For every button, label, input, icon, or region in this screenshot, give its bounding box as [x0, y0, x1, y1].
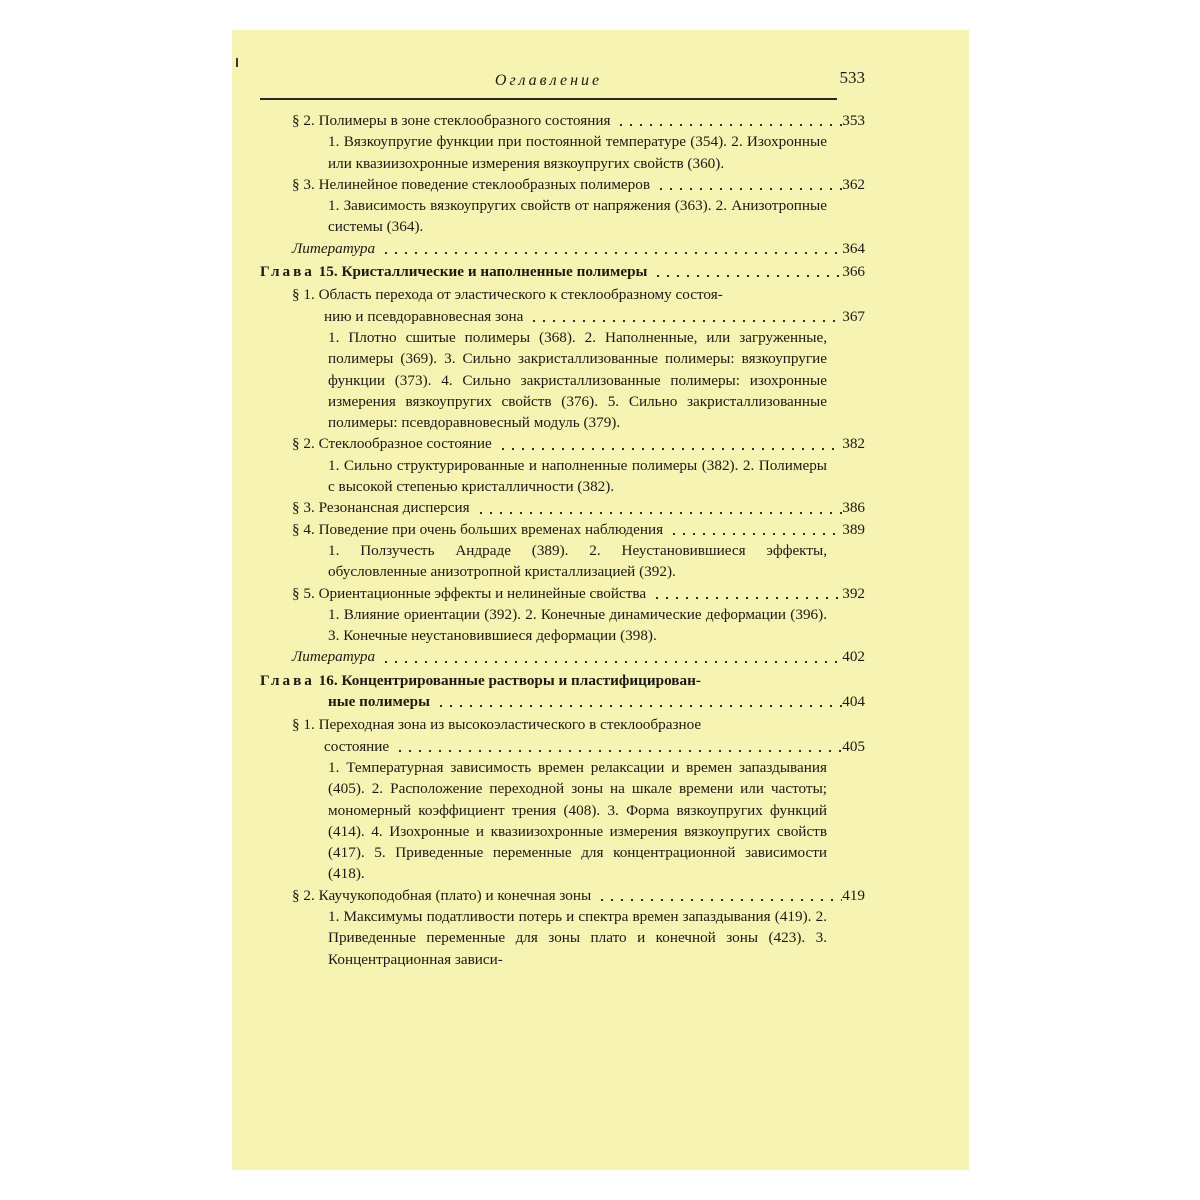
- page-number: 533: [839, 68, 865, 87]
- toc-entry: § 1. Область перехода от эластического к стеклообразному состоя- нию и псевдоравновесная зона 367: [260, 284, 865, 327]
- toc-page: 353: [842, 112, 865, 129]
- toc-page: 402: [842, 648, 865, 666]
- toc-entry: § 5. Ориентационные эффекты и нелинейные свойства 392: [260, 583, 865, 604]
- toc-subentries: 1. Сильно структурированные и наполненные полимеры (382). 2. Полимеры с высокой степенью кристалличности (382).: [328, 456, 827, 496]
- toc-subentries: 1. Зависимость вязкоупругих свойств от напряжения (363). 2. Анизотропные системы (364).: [328, 197, 827, 236]
- toc-page: 386: [842, 499, 865, 517]
- toc-literature: Литература 402: [260, 646, 865, 667]
- toc-page: 419: [842, 886, 865, 904]
- table-of-contents: [260, 110, 865, 970]
- toc-subentries: 1. Температурная зависимость времен релаксации и времен запаздывания (405). 2. Расположение переходной зоны на шкале времени или частоты; мономерный коэффициент трения (408). 3. Форма вязкоупругих функций (414). 4. Изохронные и квазиизохронные измерения вязкоупругих свойств (417). 5. Приведенные переменные для концентрационной зависимости (418).: [328, 758, 827, 883]
- margin-mark: [236, 58, 238, 67]
- book-page: [232, 30, 969, 1170]
- toc-entry: § 2. Каучукоподобная (плато) и конечная зоны 419: [260, 885, 865, 906]
- toc-chapter: Глава 16. Концентрированные растворы и пластифицирован- ные полимеры 404: [260, 670, 865, 713]
- running-title: Оглавление: [494, 72, 603, 89]
- toc-subentries: 1. Максимумы податливости потерь и спектра времен запаздывания (419). 2. Приведенные переменные для зоны плато и конечной зоны (423). 3. Концентрационная зависи-: [328, 907, 827, 968]
- toc-entry: § 3. Резонансная дисперсия 386: [260, 497, 865, 518]
- toc-subentries: 1. Влияние ориентации (392). 2. Конечные динамические деформации (396). 3. Конечные неустановившиеся деформации (398).: [328, 605, 827, 645]
- toc-page: 364: [842, 239, 865, 257]
- toc-page: 382: [842, 435, 865, 453]
- toc-page: 367: [842, 307, 865, 325]
- toc-literature: Литература 364: [260, 238, 865, 259]
- toc-subentries: 1. Плотно сшитые полимеры (368). 2. Наполненные, или загруженные, полимеры (369). 3. Сильно закристаллизованные полимеры: вязкоупругие функции (373). 4. Сильно закристаллизованные полимеры: изохронные измерения вязкоупругих свойств (376). 5. Сильно закристаллизованные полимеры: псевдоравновесный модуль (379).: [328, 328, 827, 432]
- toc-page: 366: [842, 263, 865, 281]
- toc-entry: § 1. Переходная зона из высокоэластического в стеклообразное состояние 405: [260, 714, 865, 757]
- toc-subentries: 1. Вязкоупругие функции при постоянной температуре (354). 2. Изохронные или квазиизохронные измерения вязкоупругих свойств (360).: [328, 133, 827, 172]
- toc-page: 404: [842, 693, 865, 711]
- toc-entry: § 3. Нелинейное поведение стеклообразных полимеров 362: [260, 174, 865, 195]
- toc-entry: § 4. Поведение при очень больших временах наблюдения 389: [260, 519, 865, 540]
- toc-subentries: 1. Ползучесть Андраде (389). 2. Неустановившиеся эффекты, обусловленные анизотропной кристаллизацией (392).: [328, 541, 827, 581]
- toc-entry: § 2. Полимеры в зоне стеклообразного состояния 353: [260, 110, 865, 131]
- toc-chapter: Глава 15. Кристаллические и наполненные полимеры 366: [260, 261, 865, 282]
- toc-page: 405: [842, 737, 865, 755]
- toc-page: 389: [842, 520, 865, 538]
- toc-page: 392: [842, 584, 865, 602]
- toc-page: 362: [842, 175, 865, 193]
- toc-entry: § 2. Стеклообразное состояние 382: [260, 433, 865, 454]
- running-header: [260, 68, 865, 100]
